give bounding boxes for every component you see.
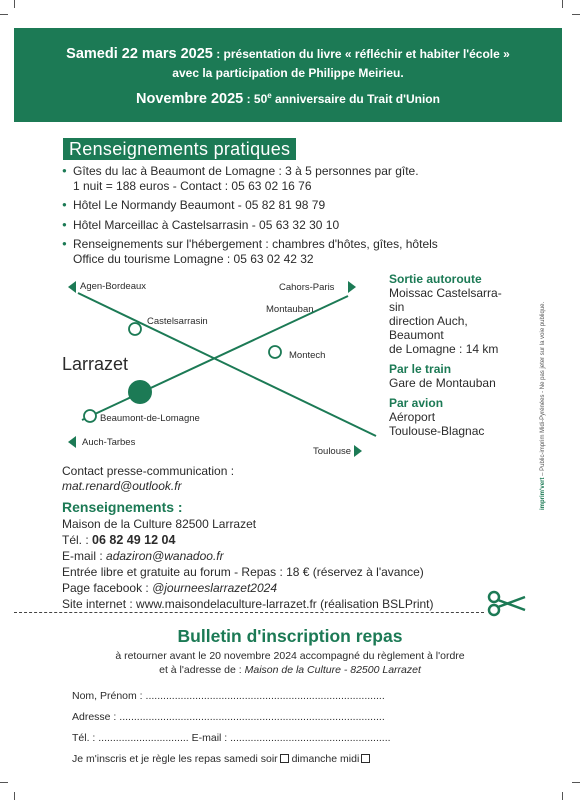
label-castelsarrasin: Castelsarrasin	[147, 316, 208, 327]
registration-instructions-line	[0, 663, 580, 677]
crop-mark	[14, 792, 15, 800]
crop-mark	[0, 782, 8, 783]
crop-mark	[572, 14, 580, 15]
list-item	[62, 237, 502, 266]
crop-mark	[562, 0, 563, 8]
arrow-cahors-icon	[348, 281, 356, 293]
info-block	[62, 499, 502, 612]
press-contact-label: Contact presse-communication :	[62, 464, 235, 478]
access-map	[60, 276, 380, 462]
event-sep: :	[243, 92, 254, 106]
printer-logo: imprim'vert	[540, 477, 546, 510]
crop-mark	[572, 782, 580, 783]
list-item	[62, 218, 502, 233]
event-date-march: Samedi 22 mars 2025	[66, 46, 213, 62]
info-tel-label: Tél. :	[62, 533, 93, 547]
registration-instructions	[0, 649, 580, 677]
sunday-checkbox[interactable]	[361, 754, 370, 763]
access-road-line: Beaumont	[389, 328, 444, 342]
info-email-row	[62, 548, 502, 564]
printer-note	[540, 230, 546, 510]
castelsarrasin-marker	[129, 323, 141, 335]
info-facebook[interactable]: @journeeslarrazet2024	[152, 581, 277, 595]
crop-mark	[14, 0, 15, 8]
meal-choice-sunday-label: dimanche midi	[288, 753, 360, 765]
list-item-text: Office du tourisme Lomagne : 05 63 02 42 32	[73, 251, 314, 266]
practical-info-title: Renseignements pratiques	[63, 138, 296, 160]
printer-text: – Public-imprim Midi-Pyrénées - Ne pas jeter sur la voie publique.	[540, 301, 546, 478]
label-montauban: Montauban	[266, 304, 314, 315]
info-address: Maison de la Culture 82500 Larrazet	[62, 517, 257, 531]
montech-marker	[269, 346, 281, 358]
access-plane	[389, 396, 529, 438]
crop-mark	[0, 14, 8, 15]
access-train-title: Par le train	[389, 362, 452, 376]
list-item-text: ● Hôtel Le Normandy Beaumont - 05 82 81 98 79	[73, 198, 326, 212]
list-item	[62, 198, 502, 213]
info-tel-row	[62, 532, 502, 548]
event-desc-march: : présentation du livre « réfléchir et habiter l'école »	[212, 47, 510, 61]
event-line-guest: avec la participation de Philippe Meirieu.	[172, 66, 404, 80]
anniversary-sup: e	[267, 91, 272, 100]
event-desc-november: anniversaire du Trait d'Union	[271, 92, 440, 106]
arrow-agen-icon	[68, 281, 76, 293]
label-auch: Auch-Tarbes	[82, 437, 136, 448]
info-entry: Entrée libre et gratuite au forum - Repas : 18 € (réservez à l'avance)	[62, 565, 424, 579]
beaumont-marker	[84, 410, 96, 422]
registration-title: Bulletin d'inscription repas	[177, 626, 403, 646]
list-item	[62, 164, 502, 193]
access-road-line: Moissac Castelsarra-	[389, 286, 502, 300]
label-beaumont: Beaumont-de-Lomagne	[100, 413, 200, 424]
access-road-line: direction Auch,	[389, 314, 468, 328]
meal-choice-label: Je m'inscris et je règle les repas samedi soir	[72, 753, 278, 765]
event-line-march	[14, 46, 562, 62]
access-road-line: de Lomagne : 14 km	[389, 342, 499, 356]
arrow-toulouse-icon	[354, 445, 362, 457]
list-item-text: ● Hôtel Marceillac à Castelsarrasin - 05 63 32 30 10	[73, 217, 340, 232]
access-plane-line: Aéroport	[389, 410, 436, 424]
list-item-text: 1 nuit = 188 euros - Contact : 05 63 02 16 76	[73, 178, 312, 193]
event-line-november	[14, 91, 562, 107]
name-field[interactable]: Nom, Prénom : ..................................................................................	[72, 690, 385, 702]
larrazet-marker	[128, 380, 152, 404]
saturday-checkbox[interactable]	[280, 754, 289, 763]
meal-choice-row	[72, 753, 370, 765]
access-plane-title: Par avion	[389, 396, 444, 410]
info-facebook-label: Page facebook :	[62, 581, 153, 595]
info-title: Renseignements :	[62, 499, 183, 515]
anniversary-number: 50	[253, 92, 268, 106]
access-road	[389, 272, 529, 356]
access-road-line: sin	[389, 300, 405, 314]
list-item-text: ● Gîtes du lac à Beaumont de Lomagne : 3 à 5 personnes par gîte.	[73, 164, 419, 178]
label-cahors: Cahors-Paris	[279, 282, 335, 293]
info-email[interactable]: adaziron@wanadoo.fr	[106, 549, 224, 563]
info-tel: 06 82 49 12 04	[92, 533, 176, 547]
access-road-title: Sortie autoroute	[389, 272, 482, 286]
arrow-auch-icon	[68, 436, 76, 448]
access-train	[389, 362, 529, 390]
registration-form-header	[0, 626, 580, 677]
label-agen: Agen-Bordeaux	[80, 281, 147, 292]
events-banner	[14, 28, 562, 122]
access-plane-line: Toulouse-Blagnac	[389, 424, 485, 438]
press-contact-email[interactable]: mat.renard@outlook.fr	[62, 478, 182, 493]
access-train-line: Gare de Montauban	[389, 376, 496, 390]
scissors-icon	[487, 588, 527, 618]
label-toulouse: Toulouse	[313, 446, 352, 457]
info-facebook-row	[62, 580, 502, 596]
label-larrazet: Larrazet	[62, 354, 129, 374]
tel-email-field[interactable]: Tél. : ............................... E-mail : .......................................................	[72, 732, 391, 744]
label-montech: Montech	[289, 350, 326, 361]
info-site[interactable]: Site internet : www.maisondelaculture-larrazet.fr (réalisation BSLPrint)	[62, 597, 434, 611]
registration-address-label: et à l'adresse de :	[159, 664, 245, 676]
info-email-label: E-mail :	[62, 549, 107, 563]
registration-address: Maison de la Culture - 82500 Larrazet	[244, 664, 421, 676]
registration-instructions-line: à retourner avant le 20 novembre 2024 accompagné du règlement à l'ordre	[115, 650, 465, 662]
access-info	[389, 272, 529, 444]
practical-info-list	[62, 164, 502, 271]
cut-line	[14, 612, 484, 613]
address-field[interactable]: Adresse : ...........................................................................................	[72, 711, 385, 723]
list-item-text: ● Renseignements sur l'hébergement : chambres d'hôtes, gîtes, hôtels	[73, 237, 438, 251]
crop-mark	[562, 792, 563, 800]
press-contact	[62, 464, 234, 493]
event-date-november: Novembre 2025	[136, 91, 244, 107]
